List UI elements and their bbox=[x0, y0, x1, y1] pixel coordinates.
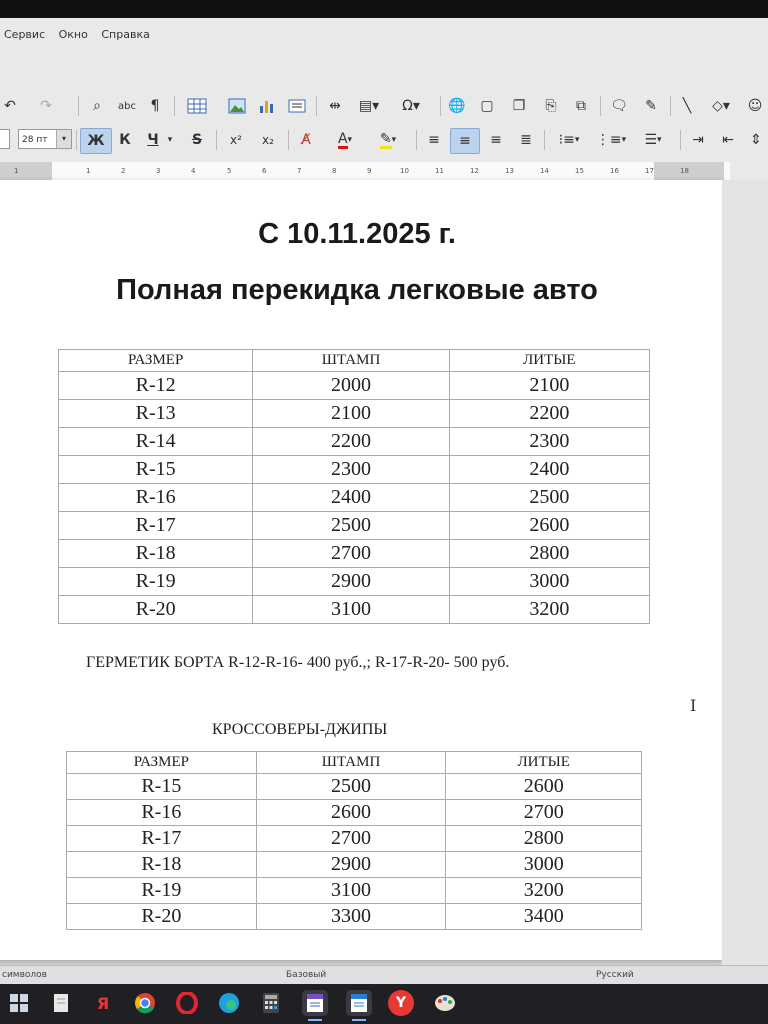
windows-taskbar bbox=[0, 984, 768, 1024]
table-row bbox=[67, 904, 642, 930]
cell-size: R-16 bbox=[67, 800, 257, 826]
insert-table-icon[interactable] bbox=[182, 94, 212, 118]
standard-toolbar bbox=[0, 92, 768, 120]
text-box-icon[interactable] bbox=[286, 94, 308, 118]
cell-alloy-price: 3000 bbox=[449, 568, 649, 596]
table-row bbox=[59, 400, 650, 428]
highlight-color-icon[interactable]: ✎ ▾ bbox=[379, 130, 397, 147]
cell-alloy-price: 3400 bbox=[446, 904, 642, 930]
text-cursor-icon: I bbox=[690, 696, 697, 715]
cell-size: R-15 bbox=[67, 774, 257, 800]
numbering-icon[interactable]: ⋮≡ ▾ bbox=[595, 132, 627, 148]
libreoffice-writer-taskbar-icon[interactable] bbox=[302, 990, 328, 1016]
formatting-toolbar bbox=[0, 126, 768, 154]
basic-shapes-icon[interactable]: ◇▾ bbox=[712, 98, 730, 114]
monitor-bezel-top bbox=[0, 0, 768, 18]
cell-alloy-price: 2100 bbox=[449, 372, 649, 400]
comment-icon[interactable]: 🗨 bbox=[610, 98, 628, 114]
special-character-icon[interactable]: Ω ▾ bbox=[402, 98, 420, 114]
cell-stamped-price: 3100 bbox=[256, 878, 446, 904]
decrease-indent-icon[interactable]: ⇤ bbox=[722, 132, 734, 148]
horizontal-ruler[interactable]: 1 1 2 3 4 5 6 7 8 9 10 11 12 13 14 15 16 17 18 bbox=[0, 162, 730, 181]
cell-stamped-price: 2900 bbox=[253, 568, 449, 596]
table-row bbox=[67, 826, 642, 852]
italic-button[interactable]: К bbox=[119, 132, 131, 148]
title-date: С 10.11.2025 г. bbox=[258, 218, 456, 250]
cell-stamped-price: 2100 bbox=[253, 400, 449, 428]
cell-size: R-16 bbox=[59, 484, 253, 512]
paint-icon[interactable] bbox=[432, 990, 458, 1016]
status-page-style[interactable]: Базовый bbox=[286, 970, 327, 980]
table-row bbox=[67, 878, 642, 904]
align-center-icon[interactable]: ≡ bbox=[450, 128, 480, 154]
status-word-count[interactable]: символов bbox=[2, 970, 47, 980]
status-language[interactable]: Русский bbox=[596, 970, 634, 980]
yandex-browser-icon[interactable]: Y bbox=[388, 990, 414, 1016]
status-bar bbox=[0, 965, 768, 984]
insert-field-icon[interactable]: ▤▾ bbox=[358, 98, 380, 114]
footnote-icon[interactable]: ▢ bbox=[480, 98, 494, 114]
line-icon[interactable]: ╲ bbox=[682, 98, 692, 114]
cell-stamped-price: 2700 bbox=[256, 826, 446, 852]
undo-icon[interactable]: ↶ bbox=[4, 98, 16, 114]
cell-alloy-price: 3000 bbox=[446, 852, 642, 878]
header-size: РАЗМЕР bbox=[59, 350, 253, 372]
cell-alloy-price: 3200 bbox=[446, 878, 642, 904]
insert-chart-icon[interactable] bbox=[256, 94, 278, 118]
increase-indent-icon[interactable]: ⇥ bbox=[692, 132, 704, 148]
cell-stamped-price: 2900 bbox=[256, 852, 446, 878]
document-canvas[interactable] bbox=[0, 180, 768, 965]
table-row bbox=[67, 800, 642, 826]
bookmark-icon[interactable]: ❐ bbox=[512, 98, 526, 114]
table-row bbox=[59, 512, 650, 540]
table-row bbox=[59, 456, 650, 484]
cell-stamped-price: 2200 bbox=[253, 428, 449, 456]
libreoffice-document-taskbar-icon[interactable] bbox=[346, 990, 372, 1016]
menu-window[interactable]: Окно bbox=[58, 28, 88, 41]
table-row bbox=[59, 428, 650, 456]
table-row bbox=[59, 540, 650, 568]
strikethrough-button[interactable]: S bbox=[191, 132, 203, 148]
hyperlink-icon[interactable]: 🌐 bbox=[448, 98, 466, 114]
libreoffice-writer-window bbox=[0, 18, 768, 984]
cell-stamped-price: 3300 bbox=[256, 904, 446, 930]
justify-icon[interactable]: ≣ bbox=[520, 132, 532, 148]
redo-icon[interactable]: ↷ bbox=[40, 98, 52, 114]
formatting-marks-icon[interactable]: ¶ bbox=[150, 98, 160, 114]
insert-frame-icon[interactable]: ⧉ bbox=[576, 98, 586, 114]
track-changes-icon[interactable]: ✎ bbox=[645, 98, 657, 114]
sealant-note: ГЕРМЕТИК БОРТА R-12-R-16- 400 руб.,; R-17-R-20- 500 руб. bbox=[86, 654, 510, 671]
font-name-combo[interactable] bbox=[0, 129, 10, 149]
cell-stamped-price: 3100 bbox=[253, 596, 449, 624]
superscript-button[interactable]: x² bbox=[230, 133, 242, 147]
page-break-icon[interactable]: ⇹ bbox=[329, 98, 341, 114]
cell-stamped-price: 2700 bbox=[253, 540, 449, 568]
menu-help[interactable]: Справка bbox=[101, 28, 150, 41]
cell-stamped-price: 2000 bbox=[253, 372, 449, 400]
cell-size: R-12 bbox=[59, 372, 253, 400]
underline-dropdown-icon[interactable]: ▾ bbox=[167, 135, 173, 145]
cell-size: R-20 bbox=[67, 904, 257, 930]
cell-stamped-price: 2500 bbox=[256, 774, 446, 800]
menu-bar bbox=[0, 28, 156, 46]
header-stamped: ШТАМП bbox=[256, 752, 446, 774]
cell-size: R-15 bbox=[59, 456, 253, 484]
cell-size: R-14 bbox=[59, 428, 253, 456]
opera-icon[interactable] bbox=[174, 990, 200, 1016]
table-row bbox=[59, 372, 650, 400]
cell-size: R-13 bbox=[59, 400, 253, 428]
cell-alloy-price: 2500 bbox=[449, 484, 649, 512]
cell-size: R-18 bbox=[67, 852, 257, 878]
edge-icon[interactable] bbox=[216, 990, 242, 1016]
cell-size: R-17 bbox=[59, 512, 253, 540]
cell-stamped-price: 2300 bbox=[253, 456, 449, 484]
windows-start-icon[interactable] bbox=[6, 990, 32, 1016]
bullets-icon[interactable]: ⁝≡ ▾ bbox=[558, 132, 580, 148]
cell-size: R-19 bbox=[67, 878, 257, 904]
price-table-suv bbox=[66, 751, 642, 930]
cell-size: R-20 bbox=[59, 596, 253, 624]
cell-alloy-price: 2600 bbox=[449, 512, 649, 540]
header-alloy: ЛИТЫЕ bbox=[449, 350, 649, 372]
right-margin-area bbox=[722, 180, 768, 965]
cell-alloy-price: 2800 bbox=[446, 826, 642, 852]
table-row bbox=[67, 852, 642, 878]
cell-size: R-18 bbox=[59, 540, 253, 568]
paragraph-spacing-icon[interactable]: ⇕ bbox=[750, 132, 762, 148]
font-color-icon[interactable]: A ▾ bbox=[337, 130, 353, 147]
cross-reference-icon[interactable]: ⎘ bbox=[545, 98, 557, 114]
align-left-icon[interactable]: ≡ bbox=[428, 132, 440, 148]
table-row bbox=[59, 484, 650, 512]
find-replace-icon[interactable]: ⌕ bbox=[93, 98, 101, 114]
cell-alloy-price: 2700 bbox=[446, 800, 642, 826]
file-explorer-icon[interactable] bbox=[48, 990, 74, 1016]
title-main: Полная перекидка легковые авто bbox=[116, 274, 598, 306]
cell-stamped-price: 2500 bbox=[253, 512, 449, 540]
section-title-suv: КРОССОВЕРЫ-ДЖИПЫ bbox=[212, 721, 388, 738]
document-page[interactable] bbox=[0, 180, 722, 960]
cell-stamped-price: 2400 bbox=[253, 484, 449, 512]
header-size: РАЗМЕР bbox=[67, 752, 257, 774]
spellcheck-icon[interactable]: abc bbox=[118, 100, 136, 112]
align-right-icon[interactable]: ≡ bbox=[490, 132, 502, 148]
underline-button[interactable]: Ч bbox=[147, 132, 159, 148]
cell-size: R-19 bbox=[59, 568, 253, 596]
outline-icon[interactable]: ☰ ▾ bbox=[644, 132, 662, 148]
bold-button[interactable]: Ж bbox=[80, 128, 112, 154]
chrome-icon[interactable] bbox=[132, 990, 158, 1016]
table-row bbox=[59, 596, 650, 624]
clear-formatting-icon[interactable]: A̸ bbox=[301, 132, 311, 148]
cell-alloy-price: 3200 bbox=[449, 596, 649, 624]
table-row bbox=[67, 774, 642, 800]
cell-alloy-price: 2400 bbox=[449, 456, 649, 484]
yandex-icon[interactable]: Я bbox=[96, 993, 110, 1013]
table-row bbox=[59, 568, 650, 596]
cell-alloy-price: 2600 bbox=[446, 774, 642, 800]
cell-alloy-price: 2800 bbox=[449, 540, 649, 568]
header-stamped: ШТАМП bbox=[253, 350, 449, 372]
calculator-icon[interactable] bbox=[258, 990, 284, 1016]
header-alloy: ЛИТЫЕ bbox=[446, 752, 642, 774]
insert-image-icon[interactable] bbox=[226, 94, 248, 118]
more-shapes-icon[interactable]: ☺ bbox=[747, 98, 763, 114]
menu-tools[interactable]: Сервис bbox=[4, 28, 46, 41]
cell-alloy-price: 2200 bbox=[449, 400, 649, 428]
font-size-combo[interactable]: 28 пт ▾ bbox=[18, 129, 72, 149]
cell-stamped-price: 2600 bbox=[256, 800, 446, 826]
cell-alloy-price: 2300 bbox=[449, 428, 649, 456]
cell-size: R-17 bbox=[67, 826, 257, 852]
subscript-button[interactable]: x₂ bbox=[262, 133, 274, 147]
price-table-cars bbox=[58, 349, 650, 624]
